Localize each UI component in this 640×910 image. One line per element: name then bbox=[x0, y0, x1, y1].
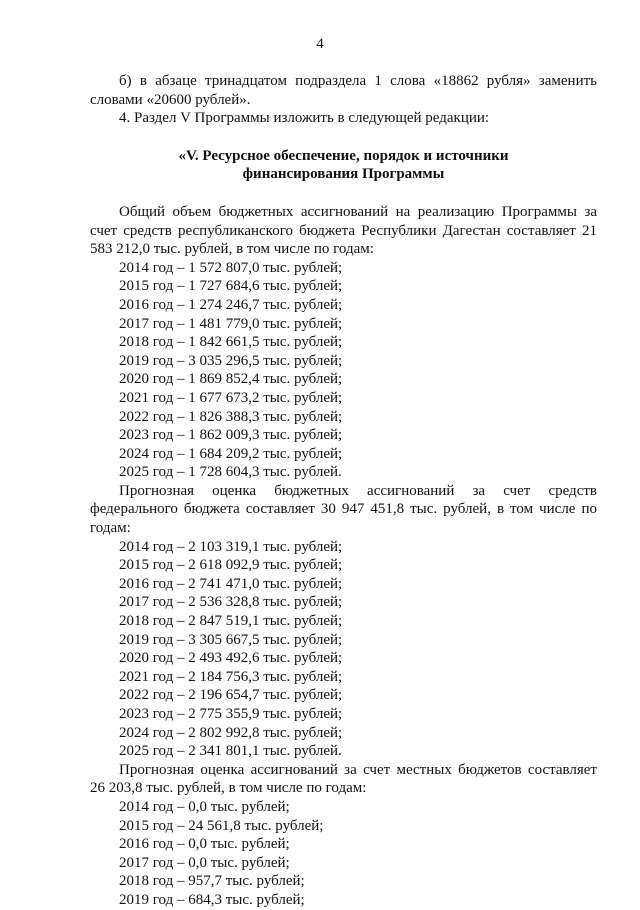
year-allocation-item: 2014 год – 2 103 319,1 тыс. рублей; bbox=[119, 538, 343, 555]
section-heading-line2: финансирования Программы bbox=[242, 166, 445, 183]
year-allocation-item: 2019 год – 3 305 667,5 тыс. рублей; bbox=[119, 631, 343, 648]
year-allocation-item: 2014 год – 0,0 тыс. рублей; bbox=[119, 798, 290, 815]
year-allocation-item: 2017 год – 2 536 328,8 тыс. рублей; bbox=[119, 594, 343, 611]
year-allocation-item: 2019 год – 684,3 тыс. рублей; bbox=[119, 891, 305, 908]
year-allocation-item: 2018 год – 957,7 тыс. рублей; bbox=[119, 873, 305, 890]
year-allocation-item: 2014 год – 1 572 807,0 тыс. рублей; bbox=[119, 259, 343, 276]
federal-years-list bbox=[119, 538, 597, 761]
federal-budget-paragraph: Прогнозная оценка бюджетных ассигнований за счет средств федерального бюджета составляет 30 947 451,8 тыс. рублей, в том числе по годам: bbox=[90, 482, 597, 537]
year-allocation-item: 2021 год – 2 184 756,3 тыс. рублей; bbox=[119, 668, 343, 685]
section-heading bbox=[90, 147, 597, 184]
year-allocation-item: 2023 год – 1 862 009,3 тыс. рублей; bbox=[119, 427, 343, 444]
year-allocation-item: 2021 год – 1 677 673,2 тыс. рублей; bbox=[119, 389, 343, 406]
year-allocation-item: 2022 год – 1 826 388,3 тыс. рублей; bbox=[119, 408, 343, 425]
year-allocation-item: 2023 год – 2 775 355,9 тыс. рублей; bbox=[119, 706, 343, 722]
regional-budget-paragraph: Общий объем бюджетных ассигнований на реализацию Программы за счет средств республиканского бюджета Республики Дагестан составляет 21 583 212,0 тыс. рублей, в том числе по годам: bbox=[90, 203, 597, 258]
year-allocation-item: 2016 год – 0,0 тыс. рублей; bbox=[119, 836, 290, 853]
year-allocation-item: 2018 год – 2 847 519,1 тыс. рублей; bbox=[119, 613, 343, 630]
document-body bbox=[90, 72, 597, 910]
year-allocation-item: 2015 год – 1 727 684,6 тыс. рублей; bbox=[119, 278, 343, 295]
year-allocation-item: 2020 год – 2 493 492,6 тыс. рублей; bbox=[119, 650, 343, 667]
year-allocation-item: 2015 год – 2 618 092,9 тыс. рублей; bbox=[119, 557, 343, 574]
year-allocation-item: 2017 год – 1 481 779,0 тыс. рублей; bbox=[119, 315, 343, 332]
section-heading-line1: «V. Ресурсное обеспечение, порядок и источники bbox=[178, 147, 509, 164]
year-allocation-item: 2024 год – 2 802 992,8 тыс. рублей; bbox=[119, 724, 343, 741]
regional-years-list bbox=[119, 259, 597, 482]
year-allocation-item: 2018 год – 1 842 661,5 тыс. рублей; bbox=[119, 334, 343, 351]
amendment-b-paragraph: б) в абзаце тринадцатом подраздела 1 слова «18862 рубля» заменить словами «20600 рублей». bbox=[90, 73, 597, 108]
year-allocation-item: 2015 год – 24 561,8 тыс. рублей; bbox=[119, 817, 324, 834]
year-allocation-item: 2025 год – 2 341 801,1 тыс. рублей. bbox=[119, 743, 342, 760]
amendment-4-paragraph: 4. Раздел V Программы изложить в следующей редакции: bbox=[119, 110, 490, 127]
year-allocation-item: 2024 год – 1 684 209,2 тыс. рублей; bbox=[119, 445, 343, 462]
year-allocation-item: 2016 год – 1 274 246,7 тыс. рублей; bbox=[119, 296, 343, 313]
page-number: 4 bbox=[316, 36, 324, 52]
year-allocation-item: 2019 год – 3 035 296,5 тыс. рублей; bbox=[119, 352, 343, 369]
year-allocation-item: 2016 год – 2 741 471,0 тыс. рублей; bbox=[119, 575, 343, 592]
year-allocation-item: 2020 год – 1 869 852,4 тыс. рублей; bbox=[119, 371, 343, 388]
year-allocation-item: 2025 год – 1 728 604,3 тыс. рублей. bbox=[119, 464, 342, 481]
year-allocation-item: 2017 год – 0,0 тыс. рублей; bbox=[119, 854, 290, 871]
year-allocation-item: 2022 год – 2 196 654,7 тыс. рублей; bbox=[119, 687, 343, 704]
local-budget-paragraph: Прогнозная оценка ассигнований за счет местных бюджетов составляет 26 203,8 тыс. рублей, в том числе по годам: bbox=[90, 761, 597, 797]
local-years-list bbox=[119, 798, 597, 910]
